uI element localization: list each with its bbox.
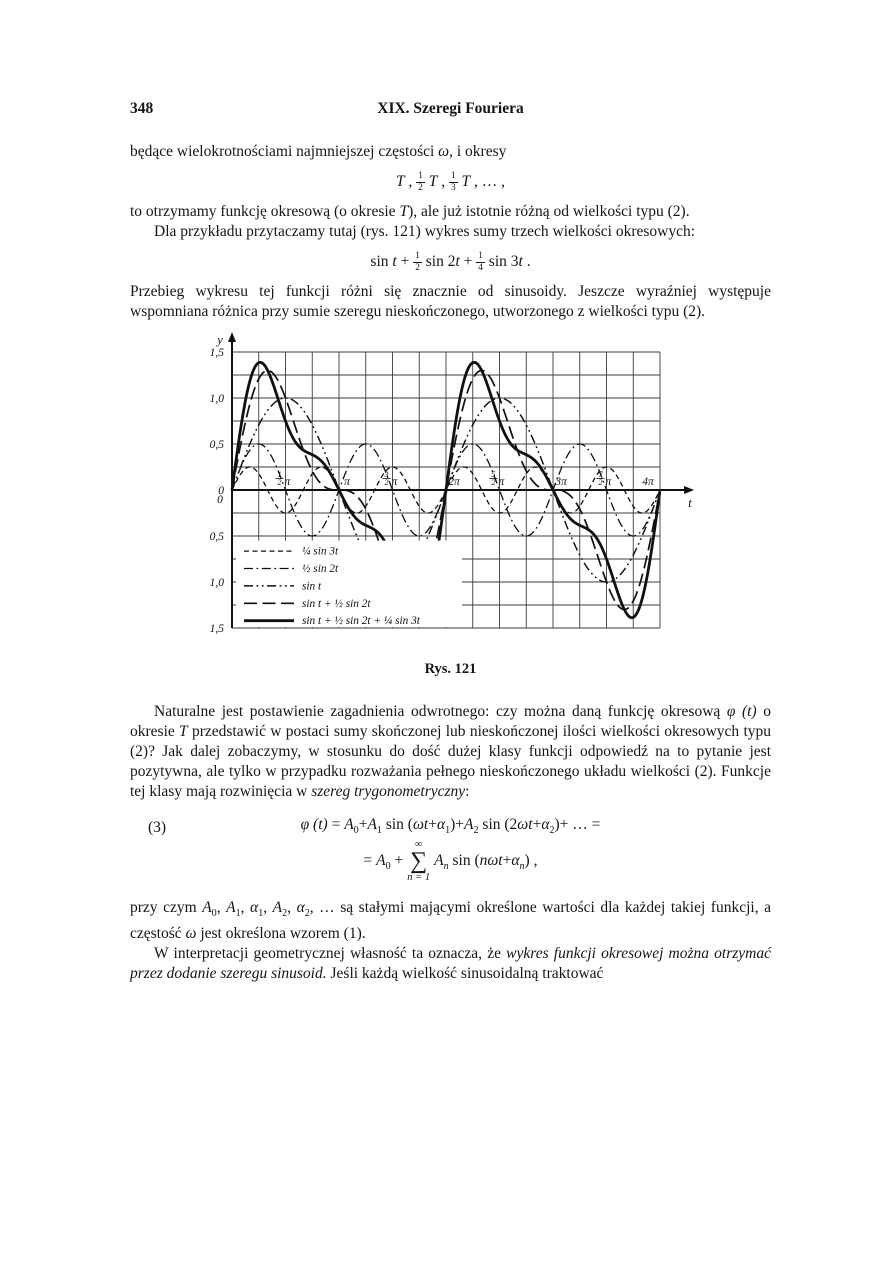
svg-text:sin t + ½ sin 2t + ¼ sin 3t: sin t + ½ sin 2t + ¼ sin 3t [301,614,420,627]
svg-text:2: 2 [277,477,281,487]
equation-3 [130,816,771,884]
svg-text:1,0: 1,0 [209,392,224,405]
svg-text:5: 5 [491,469,495,479]
sigma-icon: ∑ [410,848,428,875]
svg-text:1,5: 1,5 [209,622,224,635]
svg-text:1: 1 [277,469,281,479]
formula-sum-of-sines: sin t + $\frac{1}{2}$ sin 2t + $\frac{1}{4}$ sin 3t . [370,251,531,274]
paragraph-constants: przy czym $A_0$, $A_1$, $\alpha_1$, $A_2$, $\alpha_2$, … są stałymi mającymi określone wartości dla każdej takiej funkcji, a częstość ω jest określona wzorem (1). [130,898,772,942]
svg-text:0,5: 0,5 [209,530,224,543]
svg-text:y: y [216,332,223,347]
svg-text:½ sin 2t: ½ sin 2t [301,562,338,575]
text-column [130,100,771,984]
formula-periods: T , $\frac{1}{2}$ T , $\frac{1}{3}$ T , … , [395,171,506,194]
equation-number: (3) [148,818,167,836]
svg-text:π: π [284,475,290,488]
sum-lower-limit: n = 1 [407,872,431,884]
svg-text:2π: 2π [447,475,460,488]
equation-3-line-2-right: $A_n$ $\sin (n\omega t+\alpha_n)$ , [434,851,538,872]
chapter-title: XIX. Szeregi Fouriera [377,100,524,117]
svg-text:sin t: sin t [301,580,321,593]
svg-text:1,0: 1,0 [209,576,224,589]
svg-text:sin t + ½ sin 2t: sin t + ½ sin 2t [301,597,371,610]
svg-text:π: π [391,475,397,488]
svg-text:π: π [605,475,611,488]
paragraph-inverse-problem: Naturalne jest postawienie zagadnienia odwrotnego: czy można daną funkcję okresową φ (t) o okresie T przedstawić w postaci sumy skończonej lub nieskończonej ilości wielkości okresowych typu (2)? Jak dalej zobaczymy, w stosunku do dość dużej klasy funkcji odpowiedź na to pytanie jest pozytywna, ale tylko w przypadku rozważania pełnego nieskończonego układu wielkości (2). Funkcje tej klasy mają rozwinięcia w szereg trygonometryczny: [130,702,772,800]
page-number: 348 [130,100,154,117]
svg-text:2: 2 [384,477,388,487]
equation-3-line-2 [130,840,771,884]
equation-3-line-1: φ $(t) = A_0+A_1$ $\sin (\omega t+\alpha_1)+A_2$ $\sin (2\omega t+\alpha_2)+$ … = [300,815,601,836]
running-header [130,100,771,122]
svg-text:t: t [687,495,692,510]
svg-text:1,5: 1,5 [209,346,224,359]
svg-text:π: π [343,475,350,488]
paragraph-geometric-interpretation: W interpretacji geometrycznej własność ta oznacza, że wykres funkcji okresowej można otrzymać przez dodanie szeregu sinusoid. Jeśli każdą wielkość sinusoidalną traktować [130,944,772,982]
svg-text:2: 2 [598,477,602,487]
paragraph-intro: będące wielokrotnościami najmniejszej częstości ω, i okresy [130,143,507,160]
figure-caption: Rys. 121 [424,660,477,677]
figure-rys-121 [130,332,771,678]
paragraph-course: Przebieg wykresu tej funkcji różni się znacznie od sinusoidy. Jeszcze wyraźniej występuje wspomniana różnica przy sumie szeregu nieskończonego, utworzonego z wielkości typu (2). [130,282,771,320]
summation-operator [407,840,430,884]
svg-text:4π: 4π [641,475,654,488]
svg-text:0: 0 [217,484,224,497]
svg-text:3: 3 [384,469,388,479]
svg-text:π: π [498,475,504,488]
sum-upper-limit: ∞ [414,838,423,850]
paragraph-periodic-function: to otrzymamy funkcję okresową (o okresie T), ale już istotnie różną od wielkości typu (2). [130,202,690,220]
svg-text:¼ sin 3t: ¼ sin 3t [301,545,338,558]
fourier-sum-chart [196,332,706,650]
paragraph-example: Dla przykładu przytaczamy tutaj (rys. 121) wykres sumy trzech wielkości okresowych: [154,222,696,240]
svg-text:0: 0 [216,493,223,506]
svg-text:7: 7 [598,469,602,479]
equation-3-line-2-left: = $A_0$ + [363,851,404,872]
svg-text:0,5: 0,5 [209,438,224,451]
svg-text:2: 2 [491,477,495,487]
svg-text:3π: 3π [554,475,567,488]
